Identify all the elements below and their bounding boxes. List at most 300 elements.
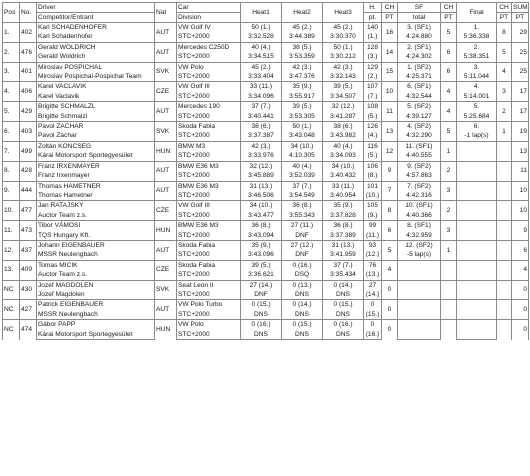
header-chpt1-line2: PT (382, 13, 398, 23)
cell-ch-pt-sf (441, 320, 457, 340)
cell-nat: CZE (155, 260, 177, 280)
cell-division: STC+2000 (177, 72, 241, 82)
cell-heat2-time: DNF (282, 250, 323, 260)
results-table (2, 2, 529, 340)
cell-nat: HUN (155, 320, 177, 340)
cell-ch-pt-heats: 9 (382, 161, 398, 181)
cell-ch-pt-heats: 13 (382, 122, 398, 142)
cell-entrant: Karl Schadenhofer (37, 32, 155, 42)
cell-sum-points: 10 (512, 181, 529, 201)
cell-nat: AUT (155, 300, 177, 320)
cell-heat-points-rank: (5.) (364, 112, 382, 122)
cell-heat2-points: 0 (13.) (282, 280, 323, 290)
cell-heat1-points: 40 (4.) (241, 42, 282, 52)
cell-heat3-points: 36 (8.) (323, 221, 364, 231)
cell-heat1-time: 3:43.096 (241, 250, 282, 260)
cell-heat1-points: 38 (6.) (241, 122, 282, 132)
cell-heat-points-rank: (13.) (364, 270, 382, 280)
cell-heat-points-rank: (10.) (364, 191, 382, 201)
cell-heat2-points: 39 (5.) (282, 102, 323, 112)
cell-driver: Brigitte SCHMALZL (37, 102, 155, 112)
cell-final-time (457, 270, 497, 280)
table-row (3, 240, 529, 250)
cell-ch-pt-heats: 0 (382, 280, 398, 300)
cell-heat-points-total: 93 (364, 240, 382, 250)
cell-car: VW Polo (177, 62, 241, 72)
cell-driver: Tomas MICIK (37, 260, 155, 270)
cell-heat2-time: 3:53.305 (282, 112, 323, 122)
cell-heat1-points: 45 (2.) (241, 62, 282, 72)
cell-heat1-time: DNS (241, 330, 282, 340)
cell-heat2-points: 42 (3.) (282, 62, 323, 72)
cell-driver: Johann EIGENBAUER (37, 240, 155, 250)
header-chpt3-line1: CH (497, 3, 512, 13)
cell-no: 499 (20, 141, 37, 161)
cell-final-time (457, 250, 497, 260)
cell-heat-points-rank: (7.) (364, 92, 382, 102)
cell-ch-pt-heats: 6 (382, 221, 398, 241)
cell-heat2-time: DNS (282, 290, 323, 300)
cell-heat2-time: 3:52.039 (282, 171, 323, 181)
cell-heat-points-rank: (15.) (364, 310, 382, 320)
cell-heat1-time: 3:33.976 (241, 151, 282, 161)
cell-final-time: 5:25.684 (457, 112, 497, 122)
cell-division: STC+2000 (177, 290, 241, 300)
cell-entrant: TQS Hungary Kft. (37, 231, 155, 241)
cell-heat1-points: 37 (7.) (241, 102, 282, 112)
cell-ch-pt-heats: 15 (382, 62, 398, 82)
cell-division: STC+2000 (177, 211, 241, 221)
cell-driver: Thomas HAMETNER (37, 181, 155, 191)
cell-sum-points: 0 (512, 320, 529, 340)
cell-sf-total: 4:32.959 (398, 231, 441, 241)
cell-nat: AUT (155, 42, 177, 62)
cell-division: STC+2000 (177, 330, 241, 340)
cell-heat1-time: 3:43.094 (241, 231, 282, 241)
cell-sf-position: 6. (SF1) (398, 82, 441, 92)
cell-division: STC+2000 (177, 131, 241, 141)
cell-final-time (457, 330, 497, 340)
cell-heat2-points: 35 (9.) (282, 82, 323, 92)
cell-car: BMW E36 M3 (177, 161, 241, 171)
cell-nat: AUT (155, 102, 177, 122)
cell-heat2-time: 3:43.048 (282, 131, 323, 141)
cell-ch-pt-sf: 5 (441, 23, 457, 43)
cell-entrant: Auctor Team z.s. (37, 270, 155, 280)
cell-final-time (457, 191, 497, 201)
cell-pos: NC (3, 280, 20, 300)
cell-heat3-points: 0 (16.) (323, 320, 364, 330)
cell-sum-points: 19 (512, 122, 529, 142)
cell-final-position (457, 320, 497, 330)
cell-no: 437 (20, 240, 37, 260)
cell-no: 477 (20, 201, 37, 221)
cell-car: VW Polo Turbo (177, 300, 241, 310)
cell-entrant: Franz Irxenmayer (37, 171, 155, 181)
cell-nat: CZE (155, 201, 177, 221)
cell-nat: AUT (155, 240, 177, 260)
cell-heat-points-total: 105 (364, 201, 382, 211)
cell-heat2-time: DNS (282, 330, 323, 340)
header-driver: Driver (37, 3, 155, 13)
cell-sf-position: 9. (SF2) (398, 161, 441, 171)
cell-sf-total: 4:24.880 (398, 32, 441, 42)
cell-entrant: Jozef Magdolen (37, 290, 155, 300)
cell-ch-pt-sf: 4 (441, 82, 457, 102)
cell-heat3-points: 38 (6.) (323, 122, 364, 132)
cell-pos: 6. (3, 122, 20, 142)
cell-heat3-points: 33 (11.) (323, 181, 364, 191)
cell-heat1-points: 42 (3.) (241, 141, 282, 151)
cell-driver: Gerald WOLDRICH (37, 42, 155, 52)
cell-final-time: 5:14.001 (457, 92, 497, 102)
cell-final-position: 1. (457, 23, 497, 33)
cell-heat1-time: 3:32.528 (241, 32, 282, 42)
cell-sum-points: 25 (512, 62, 529, 82)
cell-heat-points-total: 116 (364, 141, 382, 151)
header-sf-line1: SF (398, 3, 441, 13)
cell-heat3-time: 3:40.954 (323, 191, 364, 201)
cell-ch-pt-sf: 5 (441, 122, 457, 142)
cell-no: 473 (20, 221, 37, 241)
cell-ch-pt-sf (441, 300, 457, 320)
cell-ch-pt-sf: 4 (441, 102, 457, 122)
cell-heat1-time: 3:37.387 (241, 131, 282, 141)
cell-entrant: Kárai Motorsport Sportegyesület (37, 151, 155, 161)
cell-car: VW Golf III (177, 82, 241, 92)
cell-pos: 11. (3, 221, 20, 241)
header-sf-line2: total (398, 13, 441, 23)
cell-heat3-time: 3:40.432 (323, 171, 364, 181)
cell-heat3-time: DNS (323, 290, 364, 300)
cell-heat-points-rank: (14.) (364, 290, 382, 300)
cell-ch-pt-sf: 6 (441, 62, 457, 82)
cell-final-time (457, 310, 497, 320)
cell-sum-points: 25 (512, 42, 529, 62)
cell-final-time: 5:11.044 (457, 72, 497, 82)
cell-heat1-time: 3:43.477 (241, 211, 282, 221)
cell-heat1-points: 34 (10.) (241, 201, 282, 211)
cell-ch-pt-final: 3 (497, 82, 512, 102)
cell-sum-points: 10 (512, 201, 529, 221)
cell-sf-position: 10. (SF1) (398, 201, 441, 211)
cell-final-time (457, 290, 497, 300)
cell-division: STC+2000 (177, 231, 241, 241)
header-hpt-line1: H. (364, 3, 382, 13)
cell-sf-total: 4:40.555 (398, 151, 441, 161)
cell-heat-points-rank: (16.) (364, 330, 382, 340)
cell-ch-pt-heats: 7 (382, 181, 398, 201)
cell-heat1-time: 3:33.404 (241, 72, 282, 82)
cell-nat: AUT (155, 161, 177, 181)
cell-heat1-time: 3:34.515 (241, 52, 282, 62)
cell-division: STC+2000 (177, 52, 241, 62)
cell-pos: 5. (3, 102, 20, 122)
cell-pos: 9. (3, 181, 20, 201)
cell-heat1-time: 3:36.621 (241, 270, 282, 280)
cell-final-position (457, 161, 497, 171)
cell-ch-pt-final (497, 141, 512, 161)
cell-final-position: 6. (457, 122, 497, 132)
table-body (3, 23, 529, 340)
cell-sf-total (398, 330, 441, 340)
table-row (3, 122, 529, 132)
cell-heat2-points: 40 (4.) (282, 161, 323, 171)
cell-pos: 8. (3, 161, 20, 181)
cell-heat-points-rank: (8.) (364, 171, 382, 181)
cell-driver: Pavol ZACHAR (37, 122, 155, 132)
cell-sf-total: 4:24.302 (398, 52, 441, 62)
cell-heat3-points: 39 (5.) (323, 82, 364, 92)
cell-nat: HUN (155, 141, 177, 161)
cell-sf-total: 4:39.127 (398, 112, 441, 122)
cell-ch-pt-final (497, 280, 512, 300)
cell-heat-points-total: 27 (364, 280, 382, 290)
cell-car: Skoda Fabia (177, 122, 241, 132)
cell-sf-position (398, 320, 441, 330)
cell-car: Mercedes C250D (177, 42, 241, 52)
cell-final-time: 5:38.351 (457, 52, 497, 62)
cell-sf-position: 5. (SF2) (398, 102, 441, 112)
cell-heat1-time: 3:40.441 (241, 112, 282, 122)
cell-division: STC+2000 (177, 92, 241, 102)
cell-heat2-time: DNS (282, 310, 323, 320)
cell-heat3-time: 3:41.959 (323, 250, 364, 260)
cell-heat3-points: 35 (9.) (323, 201, 364, 211)
cell-driver: Karel VACLAVIK (37, 82, 155, 92)
cell-sf-position: 4. (SF2) (398, 122, 441, 132)
cell-nat: SVK (155, 62, 177, 82)
cell-heat2-time: DNF (282, 231, 323, 241)
table-row (3, 221, 529, 231)
cell-heat1-points: 33 (11.) (241, 82, 282, 92)
cell-heat1-points: 31 (13.) (241, 181, 282, 191)
table-row (3, 260, 529, 270)
header-entrant: Competitor/Entrant (37, 13, 155, 23)
cell-driver: Miroslav POSPICHAL (37, 62, 155, 72)
cell-ch-pt-sf: 2 (441, 161, 457, 181)
cell-heat3-time: 3:37.828 (323, 211, 364, 221)
cell-heat3-points: 42 (3.) (323, 62, 364, 72)
cell-ch-pt-sf: 1 (441, 240, 457, 260)
cell-heat2-points: 34 (10.) (282, 141, 323, 151)
cell-ch-pt-final (497, 300, 512, 320)
cell-heat3-points: 32 (12.) (323, 102, 364, 112)
cell-heat-points-rank: (4.) (364, 131, 382, 141)
cell-no: 430 (20, 280, 37, 300)
cell-heat1-time: 3:34.096 (241, 92, 282, 102)
cell-heat2-points: 37 (7.) (282, 181, 323, 191)
cell-heat-points-total: 99 (364, 221, 382, 231)
cell-sf-total (398, 290, 441, 300)
cell-division: STC+2000 (177, 250, 241, 260)
cell-heat3-time: 3:32.143 (323, 72, 364, 82)
cell-driver: Tibor VÁMOSI (37, 221, 155, 231)
cell-no: 406 (20, 82, 37, 102)
table-row (3, 161, 529, 171)
cell-no: 428 (20, 161, 37, 181)
cell-final-position (457, 221, 497, 231)
cell-car: VW Golf III (177, 201, 241, 211)
cell-driver: Karl SCHADENHOFER (37, 23, 155, 33)
cell-entrant: MSSR Neulengbach (37, 250, 155, 260)
table-row (3, 300, 529, 310)
header-chpt2-line2: PT (441, 13, 457, 23)
cell-driver: Gábor PAPP (37, 320, 155, 330)
cell-sum-points: 9 (512, 221, 529, 241)
cell-nat: AUT (155, 23, 177, 43)
cell-heat3-points: 40 (4.) (323, 141, 364, 151)
cell-heat2-points: 0 (14.) (282, 300, 323, 310)
cell-heat3-points: 31 (13.) (323, 240, 364, 250)
cell-nat: SVK (155, 280, 177, 300)
cell-ch-pt-sf: 6 (441, 42, 457, 62)
cell-heat-points-rank: (3.) (364, 52, 382, 62)
table-header (3, 3, 529, 23)
cell-ch-pt-heats: 5 (382, 240, 398, 260)
cell-sf-position: 12. (SF2) (398, 240, 441, 250)
header-no: No. (20, 3, 37, 23)
cell-heat3-time: DNS (323, 330, 364, 340)
cell-heat-points-rank: (12.) (364, 250, 382, 260)
cell-division: STC+2000 (177, 191, 241, 201)
cell-entrant: Karel Vaclavik (37, 92, 155, 102)
cell-heat3-time: 3:34.507 (323, 92, 364, 102)
table-row (3, 82, 529, 92)
cell-ch-pt-heats: 4 (382, 260, 398, 280)
cell-car: Mercedes 190 (177, 102, 241, 112)
cell-final-position (457, 201, 497, 211)
cell-heat3-time: 3:37.389 (323, 231, 364, 241)
cell-entrant: Auctor Team z.s. (37, 211, 155, 221)
cell-entrant: Gerald Woldrich (37, 52, 155, 62)
cell-sf-total: 4:25.371 (398, 72, 441, 82)
cell-pos: 12. (3, 240, 20, 260)
cell-heat1-points: 35 (9.) (241, 240, 282, 250)
cell-heat2-time: 4:10.305 (282, 151, 323, 161)
table-row (3, 181, 529, 191)
header-hpt-line2: pt. (364, 13, 382, 23)
header-pos: Pos (3, 3, 20, 23)
cell-nat: CZE (155, 82, 177, 102)
cell-driver: Zoltán KONCSEG (37, 141, 155, 151)
cell-final-time: 5:36.338 (457, 32, 497, 42)
cell-sf-position (398, 280, 441, 290)
cell-ch-pt-sf: 3 (441, 181, 457, 201)
cell-heat2-points: 38 (5.) (282, 42, 323, 52)
cell-final-time: -1 lap(s) (457, 131, 497, 141)
cell-heat3-points: 34 (10.) (323, 161, 364, 171)
cell-entrant: Thomas Hametner (37, 191, 155, 201)
cell-final-time (457, 171, 497, 181)
header-final: Final (457, 3, 497, 23)
cell-heat1-points: 39 (5.) (241, 260, 282, 270)
cell-heat3-time: 3:30.370 (323, 32, 364, 42)
cell-heat-points-rank: (1.) (364, 32, 382, 42)
cell-heat-points-rank: (9.) (364, 211, 382, 221)
cell-heat-points-total: 76 (364, 260, 382, 270)
cell-nat: HUN (155, 221, 177, 241)
cell-heat-points-total: 128 (364, 42, 382, 52)
header-division: Division (177, 13, 241, 23)
cell-ch-pt-final: 1 (497, 122, 512, 142)
cell-ch-pt-final (497, 201, 512, 221)
cell-heat-points-total: 129 (364, 62, 382, 72)
cell-pos: 4. (3, 82, 20, 102)
cell-division: STC+2000 (177, 32, 241, 42)
cell-car: BMW E36 M3 (177, 221, 241, 231)
cell-sum-points: 29 (512, 23, 529, 43)
cell-ch-pt-final (497, 181, 512, 201)
cell-heat3-time: 3:41.287 (323, 112, 364, 122)
cell-ch-pt-heats: 16 (382, 23, 398, 43)
cell-sf-total: 4:32.290 (398, 131, 441, 141)
cell-no: 444 (20, 181, 37, 201)
cell-car: Seat Leon II (177, 280, 241, 290)
cell-final-position: 2. (457, 42, 497, 52)
cell-ch-pt-sf (441, 260, 457, 280)
cell-no: 403 (20, 122, 37, 142)
cell-ch-pt-heats: 0 (382, 320, 398, 340)
cell-sum-points: 17 (512, 102, 529, 122)
header-heat1: Heat1 (241, 3, 282, 23)
cell-heat2-points: 50 (1.) (282, 122, 323, 132)
cell-heat3-time: 3:43.982 (323, 131, 364, 141)
cell-heat1-points: 0 (15.) (241, 300, 282, 310)
cell-sf-total: -5 lap(s) (398, 250, 441, 260)
cell-sum-points: 6 (512, 240, 529, 260)
cell-final-time (457, 151, 497, 161)
cell-heat-points-total: 106 (364, 161, 382, 171)
cell-division: STC+2000 (177, 310, 241, 320)
cell-heat2-points: 0 (15.) (282, 320, 323, 330)
cell-heat-points-rank: (5.) (364, 151, 382, 161)
cell-sf-total: 4:42.316 (398, 191, 441, 201)
cell-heat-points-total: 107 (364, 82, 382, 92)
header-row (3, 3, 529, 13)
cell-heat3-points: 0 (15.) (323, 300, 364, 310)
cell-heat3-points: 0 (14.) (323, 280, 364, 290)
cell-final-position (457, 280, 497, 290)
cell-sf-position: 2. (SF1) (398, 42, 441, 52)
cell-sum-points: 4 (512, 260, 529, 280)
cell-heat-points-total: 0 (364, 300, 382, 310)
cell-ch-pt-final (497, 320, 512, 340)
cell-heat-points-total: 140 (364, 23, 382, 33)
cell-division: STC+2000 (177, 112, 241, 122)
cell-driver: Franz IRXENMAYER (37, 161, 155, 171)
table-row (3, 42, 529, 52)
cell-pos: NC (3, 320, 20, 340)
cell-heat-points-total: 108 (364, 102, 382, 112)
cell-driver: Jozef MAGDOLEN (37, 280, 155, 290)
cell-heat2-points: 36 (8.) (282, 201, 323, 211)
cell-driver: Patrick EIGENBAUER (37, 300, 155, 310)
cell-driver: Jan RATAJSKY (37, 201, 155, 211)
cell-heat3-points: 45 (2.) (323, 23, 364, 33)
header-car: Car (177, 3, 241, 13)
cell-sum-points: 0 (512, 300, 529, 320)
cell-final-position (457, 260, 497, 270)
cell-car: BMW M3 (177, 141, 241, 151)
cell-ch-pt-heats: 10 (382, 82, 398, 102)
cell-entrant: Kárai Motorsport Sportegyesület (37, 330, 155, 340)
cell-heat3-time: 3:34.093 (323, 151, 364, 161)
cell-heat1-time: DNS (241, 310, 282, 320)
cell-heat1-points: 50 (1.) (241, 23, 282, 33)
cell-heat2-time: 3:55.343 (282, 211, 323, 221)
cell-sf-total: 4:32.544 (398, 92, 441, 102)
